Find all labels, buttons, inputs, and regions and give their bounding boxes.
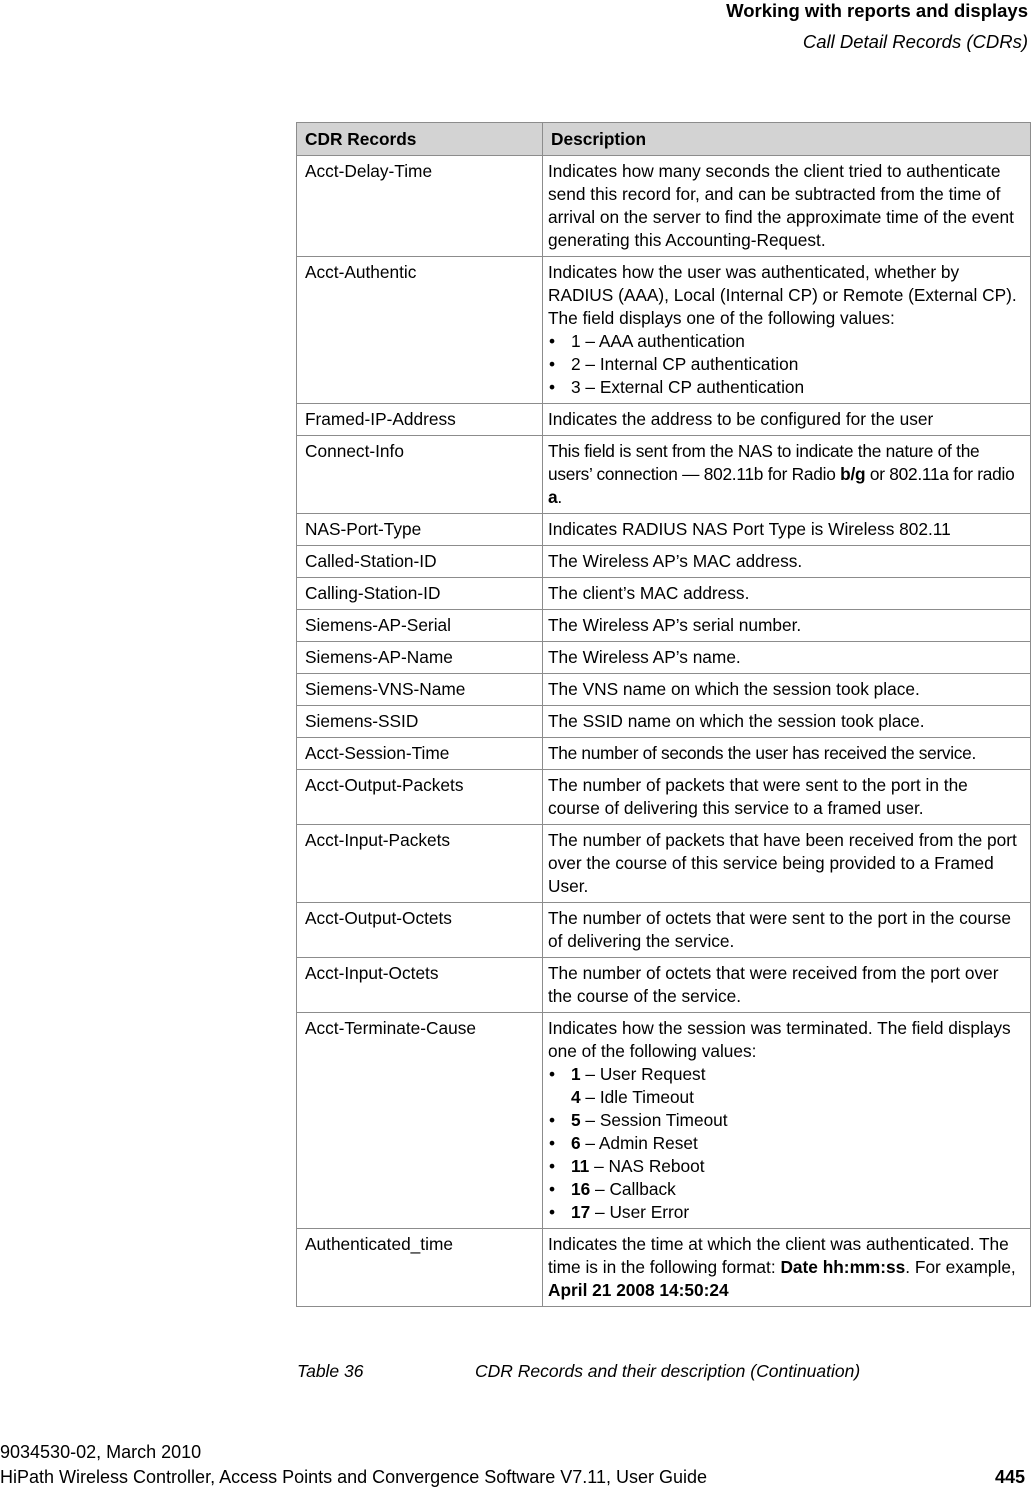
list-item: • 17 – User Error: [549, 1202, 690, 1222]
terminate-cause-list: [548, 1063, 1024, 1224]
table-row: [297, 610, 1031, 642]
table-row: [297, 825, 1031, 903]
cdr-records-table: [296, 122, 1031, 1307]
list-item: • 11 – NAS Reboot: [549, 1156, 705, 1176]
table-header-row: [297, 123, 1031, 156]
record-description: The Wireless AP’s serial number.: [543, 610, 1031, 642]
running-header-subtitle: Call Detail Records (CDRs): [802, 31, 1028, 52]
record-description: The number of packets that were sent to the port in the course of delivering this service to a framed user.: [543, 770, 1031, 825]
table-row: [297, 1013, 1031, 1229]
bullet-icon: •: [549, 1179, 556, 1199]
bullet-icon: •: [549, 1133, 556, 1153]
table-caption: [297, 1361, 861, 1382]
record-name: NAS-Port-Type: [297, 514, 543, 546]
description-text: Indicates how the session was terminated. The field displays one of the following values:: [548, 1018, 1011, 1061]
table-row: [297, 1229, 1031, 1307]
table-row: [297, 546, 1031, 578]
table-row: [297, 958, 1031, 1013]
record-name: Called-Station-ID: [297, 546, 543, 578]
record-description: Indicates RADIUS NAS Port Type is Wireless 802.11: [543, 514, 1031, 546]
table-caption-label: Table 36: [297, 1361, 364, 1381]
list-item: • 3 – External CP authentication: [549, 377, 805, 397]
record-description: [543, 1013, 1031, 1229]
table-row: [297, 770, 1031, 825]
record-description: [543, 257, 1031, 404]
record-description: This field is sent from the NAS to indicate the nature of the users’ connection — 802.11b for Radio b/g or 802.11a for radio a.: [543, 436, 1031, 514]
column-header-description: Description: [543, 123, 1031, 156]
column-header-cdr-records: CDR Records: [297, 123, 543, 156]
value-list: [548, 330, 1024, 399]
table-row: [297, 578, 1031, 610]
table-row: [297, 642, 1031, 674]
record-name: Connect-Info: [297, 436, 543, 514]
table-row: [297, 738, 1031, 770]
table-row: [297, 903, 1031, 958]
record-name: Framed-IP-Address: [297, 404, 543, 436]
table-row: [297, 674, 1031, 706]
record-name: Acct-Authentic: [297, 257, 543, 404]
list-item: • 1 – User Request: [549, 1064, 706, 1084]
bullet-icon: •: [549, 331, 556, 351]
bullet-icon: •: [549, 1156, 556, 1176]
list-item: 4 – Idle Timeout: [571, 1087, 694, 1107]
table-row: [297, 257, 1031, 404]
bullet-icon: •: [549, 354, 556, 374]
record-description: Indicates the time at which the client was authenticated. The time is in the following format: Date hh:mm:ss. For example, April 21 2008 14:50:24: [543, 1229, 1031, 1307]
record-description: The SSID name on which the session took place.: [543, 706, 1031, 738]
record-name: Acct-Output-Packets: [297, 770, 543, 825]
list-item: • 2 – Internal CP authentication: [549, 354, 799, 374]
record-name: Siemens-SSID: [297, 706, 543, 738]
record-description: The number of packets that have been received from the port over the course of this service being provided to a Framed User.: [543, 825, 1031, 903]
record-name: Calling-Station-ID: [297, 578, 543, 610]
table-row: [297, 436, 1031, 514]
list-item: • 16 – Callback: [549, 1179, 676, 1199]
record-name: Siemens-AP-Serial: [297, 610, 543, 642]
description-text: Indicates how the user was authenticated, whether by RADIUS (AAA), Local (Internal CP) or Remote (External CP). The field displays one of the following values:: [548, 262, 1017, 328]
record-description: The Wireless AP’s name.: [543, 642, 1031, 674]
record-name: Acct-Terminate-Cause: [297, 1013, 543, 1229]
record-description: The number of seconds the user has received the service.: [543, 738, 1031, 770]
table-row: [297, 156, 1031, 257]
record-name: Acct-Output-Octets: [297, 903, 543, 958]
record-description: The client’s MAC address.: [543, 578, 1031, 610]
bullet-icon: •: [549, 377, 556, 397]
footer-product-title: HiPath Wireless Controller, Access Points and Convergence Software V7.11, User Guide: [0, 1467, 708, 1487]
bullet-icon: •: [549, 1202, 556, 1222]
record-name: Acct-Delay-Time: [297, 156, 543, 257]
record-name: Acct-Session-Time: [297, 738, 543, 770]
record-name: Authenticated_time: [297, 1229, 543, 1307]
footer-doc-id: 9034530-02, March 2010: [0, 1442, 202, 1462]
record-description: The Wireless AP’s MAC address.: [543, 546, 1031, 578]
page-number: 445: [994, 1467, 1025, 1487]
bullet-icon: •: [549, 1110, 556, 1130]
table-caption-title: CDR Records and their description (Continuation): [475, 1361, 861, 1381]
list-item: • 1 – AAA authentication: [549, 331, 745, 351]
record-name: Acct-Input-Octets: [297, 958, 543, 1013]
list-item: • 6 – Admin Reset: [549, 1133, 698, 1153]
table-row: [297, 404, 1031, 436]
record-description: The VNS name on which the session took place.: [543, 674, 1031, 706]
record-description: Indicates the address to be configured for the user: [543, 404, 1031, 436]
record-description: The number of octets that were sent to the port in the course of delivering the service.: [543, 903, 1031, 958]
record-name: Acct-Input-Packets: [297, 825, 543, 903]
record-name: Siemens-VNS-Name: [297, 674, 543, 706]
record-description: Indicates how many seconds the client tried to authenticate send this record for, and can be subtracted from the time of arrival on the server to find the approximate time of the event generating this Accounting-Request.: [543, 156, 1031, 257]
table-row: [297, 514, 1031, 546]
bullet-icon: •: [549, 1064, 556, 1084]
record-name: Siemens-AP-Name: [297, 642, 543, 674]
list-item: • 5 – Session Timeout: [549, 1110, 728, 1130]
running-header-title: Working with reports and displays: [726, 0, 1028, 21]
record-description: The number of octets that were received from the port over the course of the service.: [543, 958, 1031, 1013]
table-row: [297, 706, 1031, 738]
